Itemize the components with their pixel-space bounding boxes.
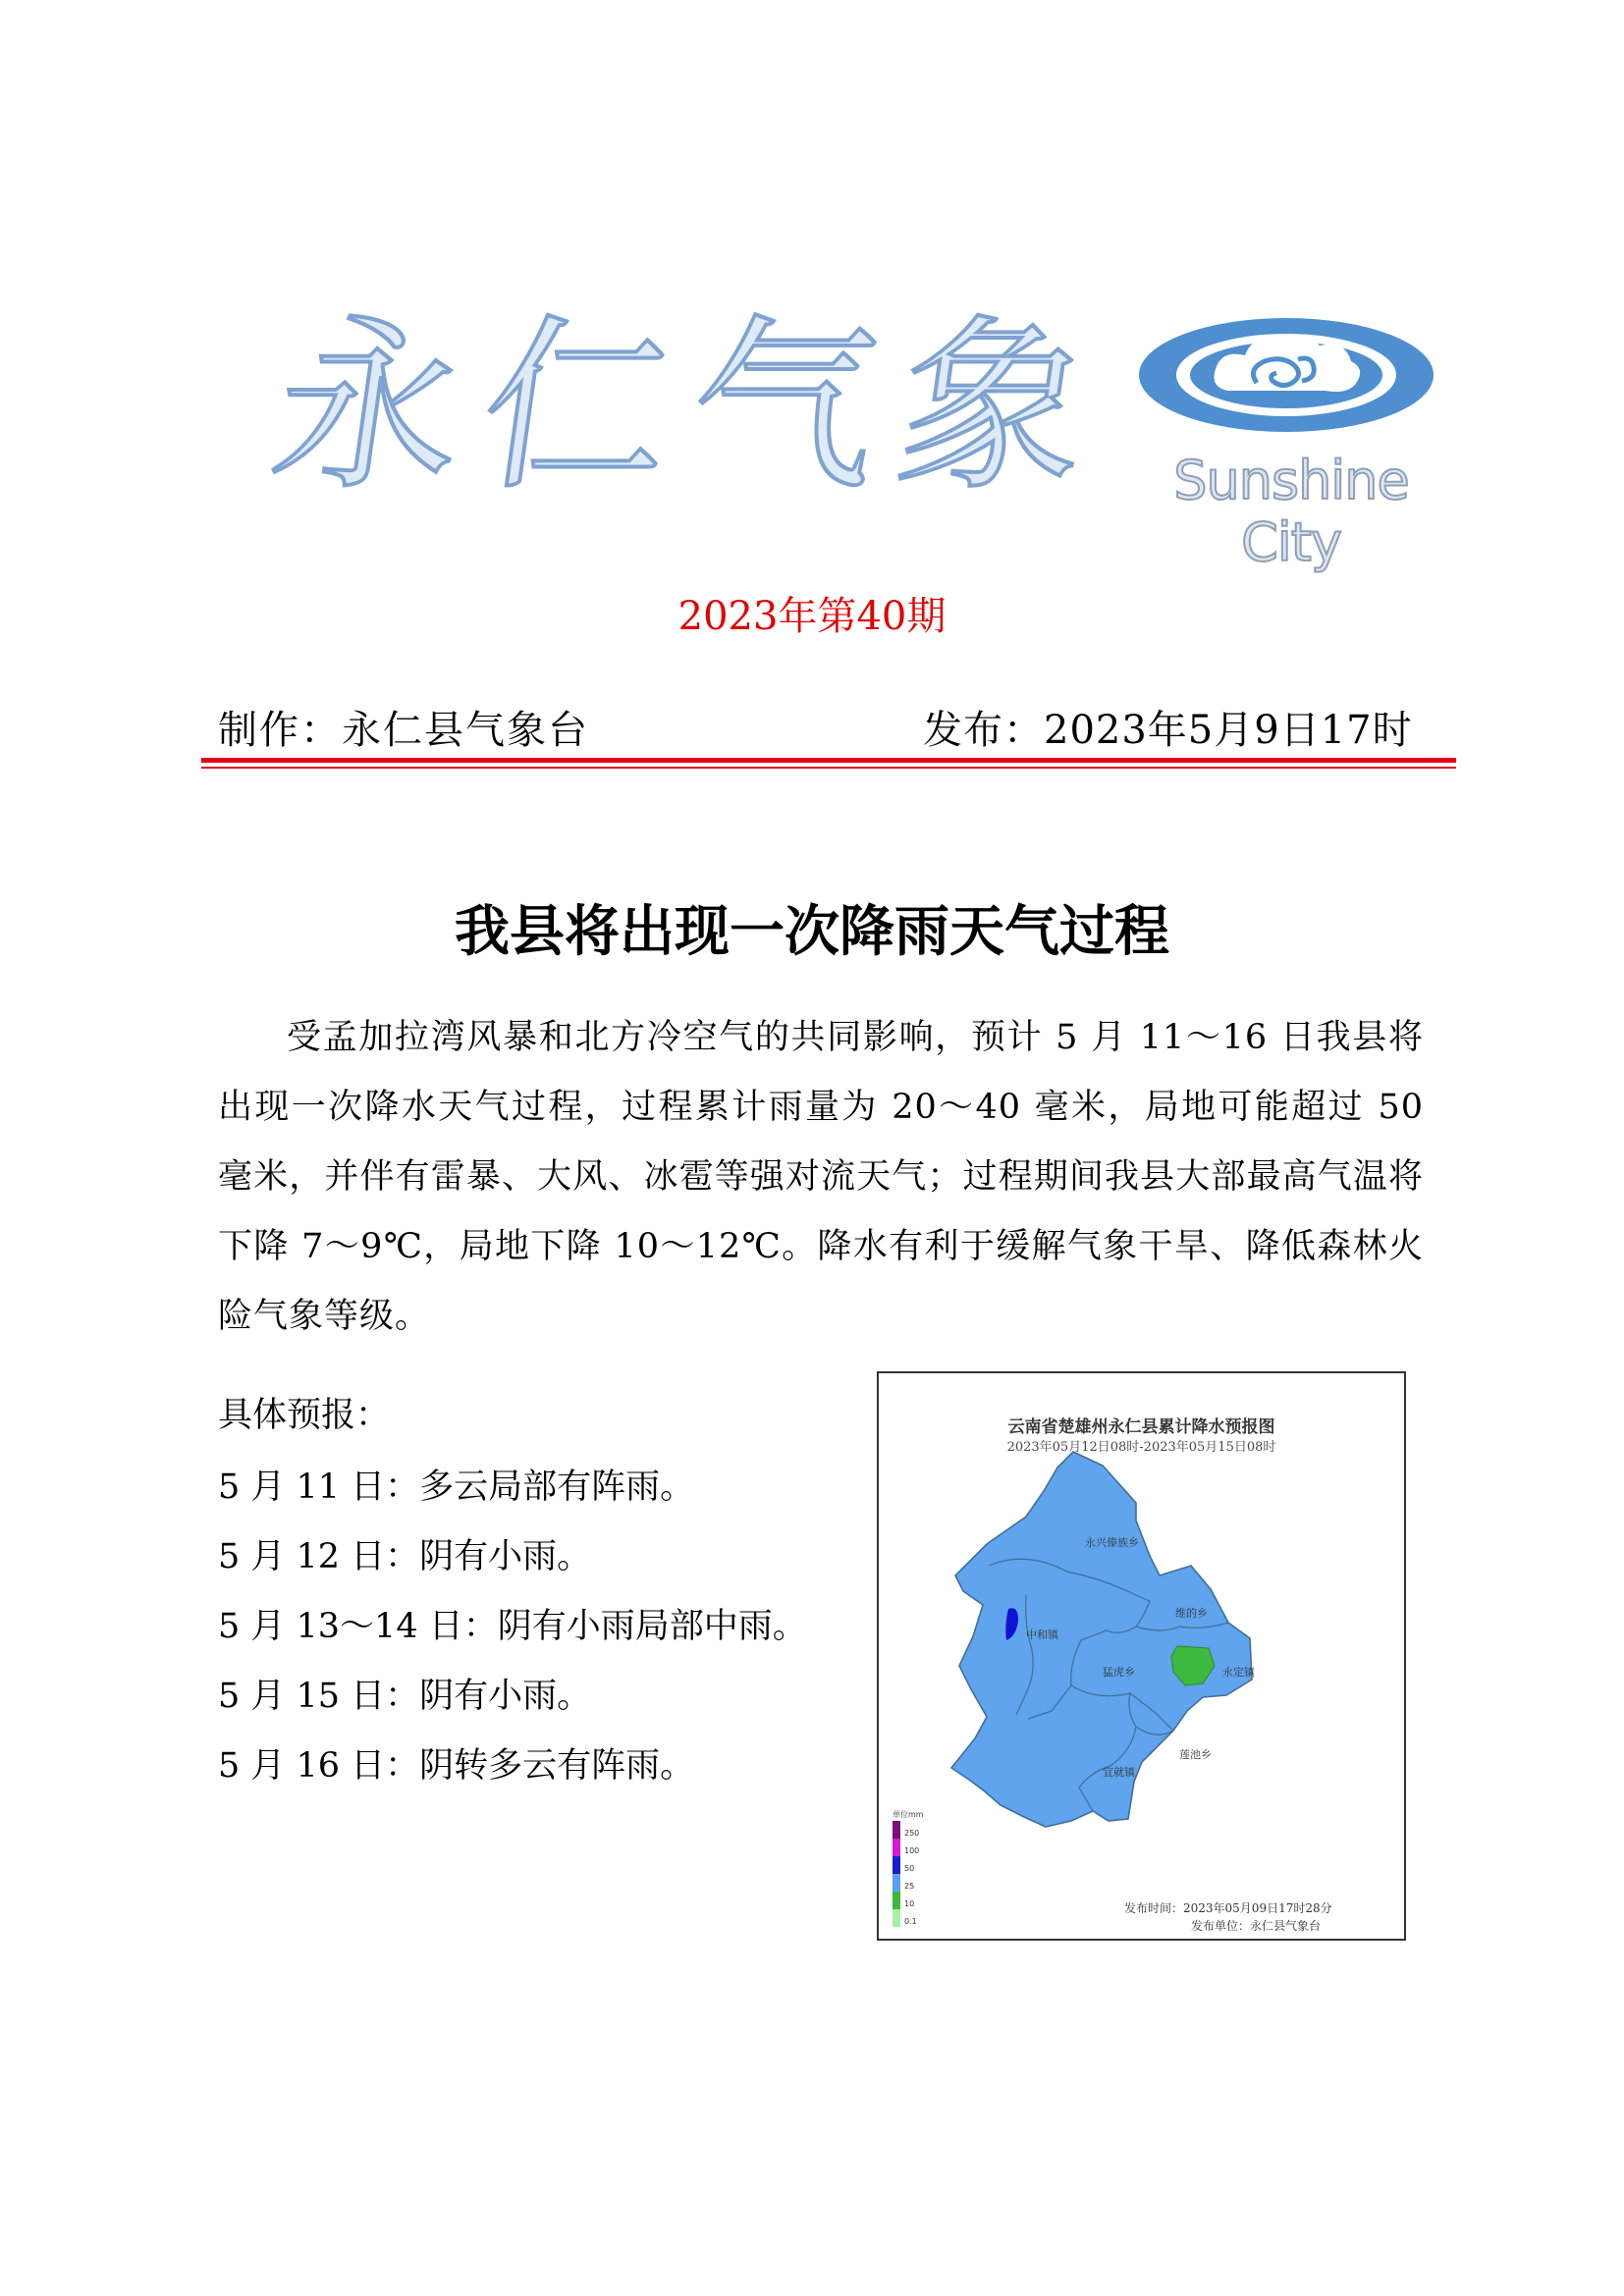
release-time: 发布：2023年5月9日17时 — [923, 708, 1413, 753]
masthead-char: 气 — [677, 298, 894, 515]
issue-number: 2023年第40期 — [677, 594, 947, 639]
legend-label: 10 — [904, 1899, 915, 1908]
legend-label: 25 — [904, 1882, 915, 1891]
town-label-yijiu: 宜就镇 — [1103, 1766, 1135, 1779]
legend-title: 单位mm — [893, 1810, 924, 1819]
map-issued-time: 发布时间：2023年05月09日17时28分 — [1124, 1901, 1332, 1915]
legend-label: 100 — [904, 1846, 920, 1855]
headline: 我县将出现一次降雨天气过程 — [455, 900, 1169, 964]
forecast-heading: 具体预报： — [218, 1396, 391, 1435]
forecast-item: 5 月 12 日：阴有小雨。 — [218, 1537, 592, 1576]
maker-line: 制作：永仁县气象台 — [218, 708, 589, 753]
forecast-item: 5 月 16 日：阴转多云有阵雨。 — [218, 1746, 695, 1786]
legend-colorbar — [893, 1821, 900, 1927]
masthead-char: 仁 — [468, 298, 686, 515]
map-title: 云南省楚雄州永仁县累计降水预报图 — [1007, 1417, 1275, 1437]
legend-label: 0.1 — [904, 1917, 917, 1926]
header-rule — [201, 758, 1456, 763]
county-region — [951, 1452, 1252, 1827]
forecast-item: 5 月 13～14 日：阴有小雨局部中雨。 — [218, 1607, 807, 1646]
masthead-char: 永 — [260, 298, 478, 515]
map-subtitle: 2023年05月12日08时-2023年05月15日08时 — [1006, 1440, 1276, 1455]
forecast-item: 5 月 15 日：阴有小雨。 — [218, 1677, 592, 1716]
town-label-weide: 维的乡 — [1175, 1607, 1208, 1620]
precipitation-map — [877, 1371, 1406, 1941]
masthead-char: 象 — [885, 298, 1103, 515]
masthead-title — [260, 294, 1119, 520]
town-label-menghu: 猛虎乡 — [1103, 1666, 1135, 1679]
map-issued-unit: 发布单位：永仁县气象台 — [1191, 1919, 1322, 1933]
map-figure — [879, 1373, 1404, 1939]
forecast-item: 5 月 11 日：多云局部有阵雨。 — [218, 1468, 695, 1507]
forecast-list — [218, 1453, 807, 1801]
town-label-yongding: 永定镇 — [1222, 1666, 1255, 1679]
town-label-yongxing: 永兴傣族乡 — [1085, 1536, 1139, 1549]
legend-label: 50 — [904, 1864, 915, 1873]
body-paragraph: 受孟加拉湾风暴和北方冷空气的共同影响，预计 5 月 11～16 日我县将出现一次降水天气过程，过程累计雨量为 20～40 毫米，局地可能超过 50 毫米，并伴有雷暴、大风、冰雹等强对流天气；过程期间我县大部最高气温将下降 7～9℃，局地下降 10～12℃。降水有利于缓解气象干旱、降低森林火险气象等级。 — [218, 1018, 1424, 1336]
town-label-zhonghe: 中和镇 — [1026, 1629, 1058, 1641]
header-rule-thin — [201, 767, 1456, 769]
legend-label: 250 — [904, 1829, 920, 1838]
logo-text: Sunshine City — [1173, 450, 1409, 573]
town-label-lianchi: 莲池乡 — [1179, 1748, 1212, 1761]
